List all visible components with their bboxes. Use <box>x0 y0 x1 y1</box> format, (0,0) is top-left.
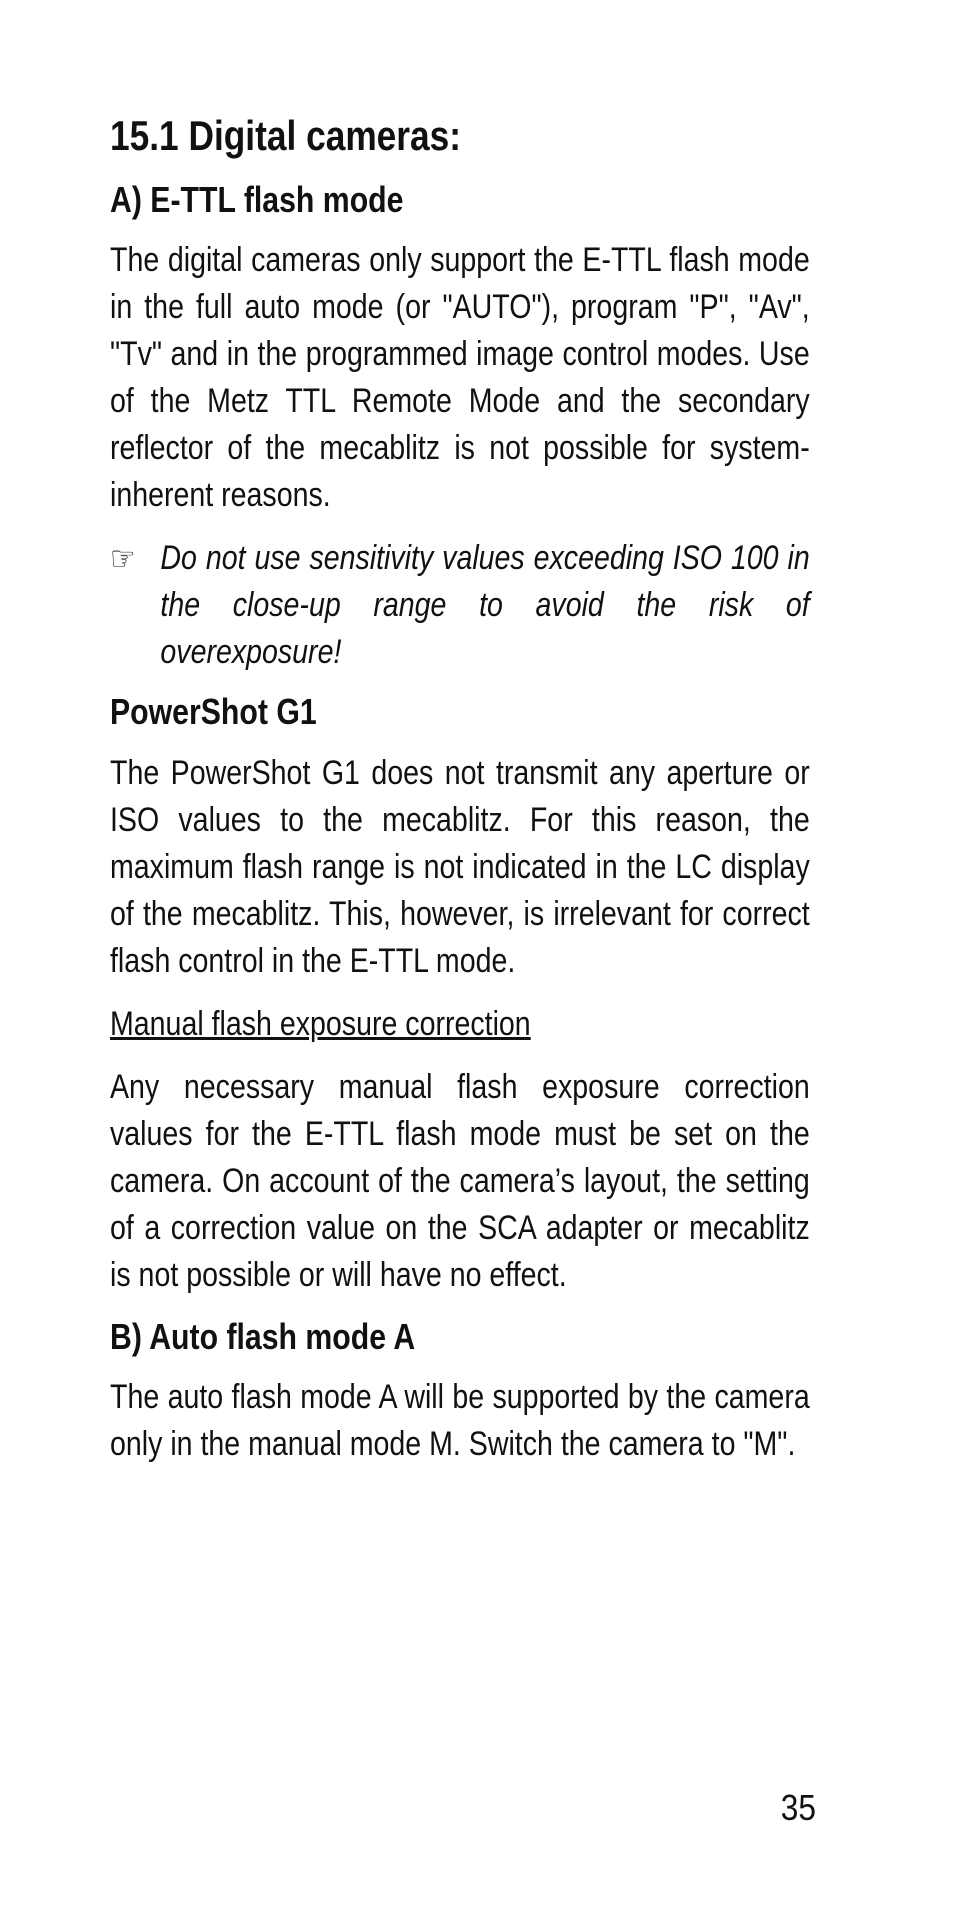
pointing-hand-icon: ☞ <box>110 540 136 579</box>
note-text: Do not use sensitivity values exceeding ISO 100 in the close-up range to avoid the risk of overexposure! <box>160 539 810 672</box>
heading-e-ttl-flash-mode: A) E-TTL flash mode <box>110 179 404 221</box>
subheading-manual-correction: Manual flash exposure correction <box>110 1004 531 1043</box>
heading-auto-flash-mode: B) Auto flash mode A <box>110 1315 416 1357</box>
page-number: 35 <box>780 1787 816 1828</box>
page-content <box>110 112 810 1484</box>
paragraph-manual-correction: Any necessary manual flash exposure correction values for the E-TTL flash mode must be set on the camera. On account of the camera’s layout, the setting of a correction value on the SCA adapter or mecablitz is not possible or will have no effect. <box>110 1067 810 1294</box>
note-block <box>110 535 810 676</box>
text-column <box>110 112 810 1468</box>
paragraph-auto-flash: The auto flash mode A will be supported by the camera only in the manual mode M. Switch the camera to "M". <box>110 1377 810 1463</box>
paragraph-e-ttl: The digital cameras only support the E-TTL flash mode in the full auto mode (or "AUTO"), program "P", "Av", "Tv" and in the programmed image control modes. Use of the Metz TTL Remote Mode and the secondary reflector of the mecablitz is not possible for system-inherent reasons. <box>110 241 810 515</box>
paragraph-powershot: The PowerShot G1 does not transmit any aperture or ISO values to the mecablitz. For this reason, the maximum flash range is not indicated in the LC display of the mecablitz. This, however, is irrelevant for correct flash control in the E-TTL mode. <box>110 753 810 980</box>
heading-powershot-g1: PowerShot G1 <box>110 691 317 733</box>
section-title: 15.1 Digital cameras: <box>110 112 462 159</box>
